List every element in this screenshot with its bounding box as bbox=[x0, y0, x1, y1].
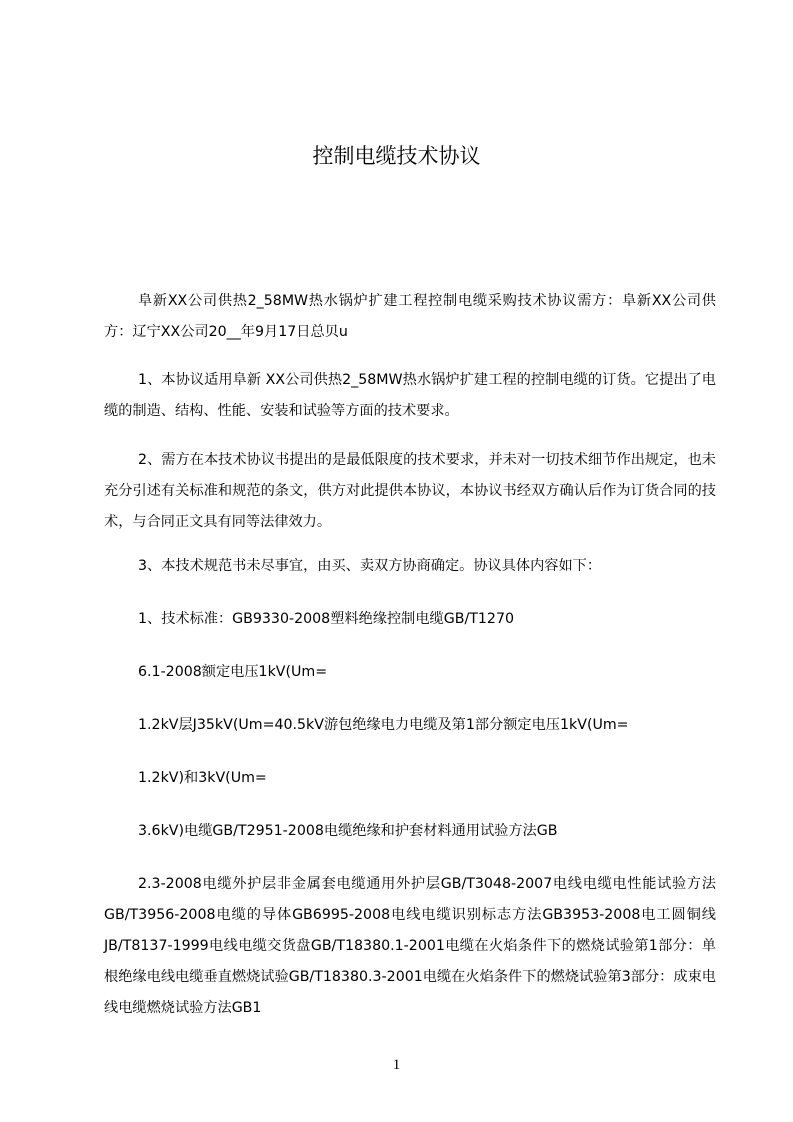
standards-list-paragraph: 2.3-2008电缆外护层非金属套电缆通用外护层GB/T3048-2007电线电缆电性能试验方法GB/T3956-2008电缆的导体GB6995-2008电线电缆识别标志方法GB3953-2008电工圆铜线JB/T8137-1999电线电缆交货盘GB/T18380.1-2001电缆在火焰条件下的燃烧试验第1部分：单根绝缘电线电缆垂直燃烧试验GB/T18380.3-2001电缆在火焰条件下的燃烧试验第3部分：成束电线电缆燃烧试验方法GB1 bbox=[104, 876, 716, 1016]
standard-line-paragraph: 3.6kV)电缆GB/T2951-2008电缆绝缘和护套材料通用试验方法GB bbox=[138, 823, 558, 839]
standard-line-paragraph: 1.2kV层J35kV(Um=40.5kV游包绝缘电力电缆及第1部分额定电压1kV(Um= bbox=[138, 717, 629, 733]
technical-standard-paragraph: 1、技术标准：GB9330-2008塑料绝缘控制电缆GB/T1270 bbox=[138, 611, 514, 627]
standard-line-paragraph: 1.2kV)和3kV(Um= bbox=[138, 770, 267, 786]
page-number: 1 bbox=[392, 1057, 401, 1073]
intro-paragraph: 阜新XX公司供热2_58MW热水锅炉扩建工程控制电缆采购技术协议需方：阜新XX公司供方：辽宁XX公司20__年9月17日总贝u bbox=[104, 293, 716, 340]
clause-3-paragraph: 3、本技术规范书未尽事宜，由买、卖双方协商确定。协议具体内容如下： bbox=[138, 558, 602, 574]
clause-2-paragraph: 2、需方在本技术协议书提出的是最低限度的技术要求，并未对一切技术细节作出规定，也未充分引述有关标准和规范的条文，供方对此提供本协议，本协议书经双方确认后作为订货合同的技术，与合同正文具有同等法律效力。 bbox=[104, 452, 716, 530]
page-title: 控制电缆技术协议 bbox=[312, 144, 481, 168]
clause-1-paragraph: 1、本协议适用阜新 XX公司供热2_58MW热水锅炉扩建工程的控制电缆的订货。它提出了电缆的制造、结构、性能、安装和试验等方面的技术要求。 bbox=[104, 372, 716, 419]
standard-line-paragraph: 6.1-2008额定电压1kV(Um= bbox=[138, 664, 328, 680]
